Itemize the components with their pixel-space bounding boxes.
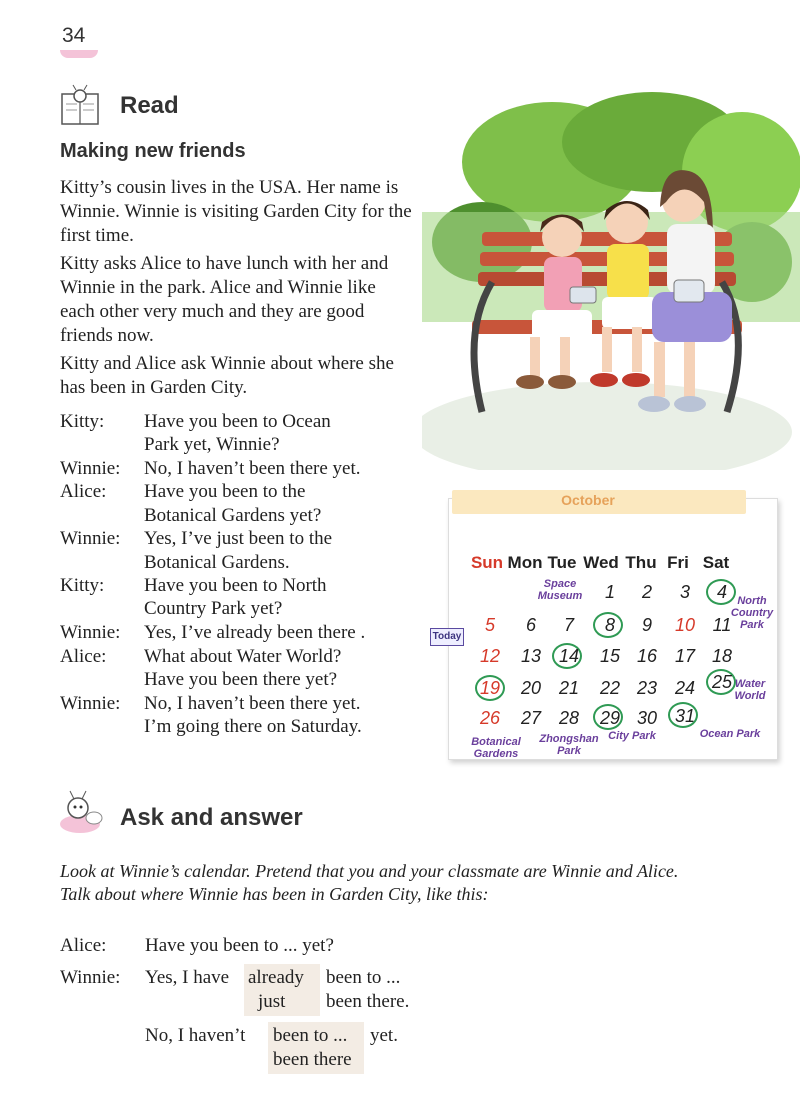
page-number-tab bbox=[60, 50, 98, 58]
calendar-day: 12 bbox=[479, 646, 501, 666]
weekday-header: Wed bbox=[583, 553, 619, 572]
instruction-line: Look at Winnie’s calendar. Pretend that you and your classmate are Winnie and Alice. bbox=[60, 861, 679, 881]
option-just: just bbox=[258, 991, 286, 1012]
instructions bbox=[60, 860, 760, 906]
weekday-header: Mon bbox=[507, 553, 543, 572]
no-option-been-to: been to ... bbox=[273, 1025, 348, 1046]
calendar-day: 3 bbox=[679, 582, 690, 602]
calendar-day: 24 bbox=[674, 678, 696, 698]
calendar-day: 28 bbox=[558, 708, 580, 728]
read-subtitle: Making new friends bbox=[60, 140, 246, 162]
calendar-day: 10 bbox=[674, 615, 696, 635]
weekday-header: Tue bbox=[547, 553, 577, 572]
calendar-day: 7 bbox=[563, 615, 574, 635]
option-been-to: been to ... bbox=[326, 967, 401, 988]
calendar-day: 23 bbox=[636, 678, 658, 698]
calendar-day: 29 bbox=[599, 708, 621, 728]
no-option-been-there: been there bbox=[273, 1049, 352, 1070]
calendar-day: 1 bbox=[604, 582, 615, 602]
weekday-header: Sat bbox=[702, 553, 730, 572]
read-heading: Read bbox=[120, 92, 179, 119]
note-water-world: Water World bbox=[734, 678, 766, 702]
paragraph-1: Kitty’s cousin lives in the USA. Her name is Winnie. Winnie is visiting Garden City for the first time. bbox=[60, 177, 412, 246]
instruction-line: Talk about where Winnie has been in Garden City, like this: bbox=[60, 884, 489, 904]
no-start: No, I haven’t bbox=[145, 1025, 246, 1046]
yes-start: Yes, I have bbox=[145, 967, 230, 988]
paragraph-3: Kitty and Alice ask Winnie about where she has been in Garden City. bbox=[60, 353, 394, 398]
paragraph-2: Kitty asks Alice to have lunch with her and Winnie in the park. Alice and Winnie like each other very much and they are good friends now. bbox=[60, 253, 389, 346]
calendar-day: 9 bbox=[641, 615, 652, 635]
calendar-day: 22 bbox=[599, 678, 621, 698]
calendar-day: 25 bbox=[711, 672, 733, 692]
book-reading-icon bbox=[58, 84, 104, 128]
weekday-header: Fri bbox=[667, 553, 689, 572]
calendar-day: 30 bbox=[636, 708, 658, 728]
note-ocean-park: Ocean Park bbox=[699, 728, 761, 740]
calendar-day: 6 bbox=[525, 615, 536, 635]
calendar-day: 21 bbox=[558, 678, 580, 698]
winnie-speaker: Winnie: bbox=[60, 967, 121, 988]
talking-bee-icon bbox=[56, 788, 108, 836]
alice-model-line: Have you been to ... yet? bbox=[145, 935, 334, 956]
note-city-park: City Park bbox=[608, 730, 656, 742]
calendar-day: 14 bbox=[558, 646, 580, 666]
calendar-day: 2 bbox=[641, 582, 652, 602]
option-been-there: been there. bbox=[326, 991, 410, 1012]
note-north-country-park: North Country Park bbox=[730, 595, 774, 631]
note-space-museum: Space Museum bbox=[537, 578, 583, 602]
calendar-day: 8 bbox=[604, 615, 615, 635]
weekday-header: Sun bbox=[470, 553, 504, 572]
calendar-day: 20 bbox=[520, 678, 542, 698]
calendar-day: 19 bbox=[479, 678, 501, 698]
note-zhongshan-park: Zhongshan Park bbox=[539, 733, 599, 757]
calendar-day: 13 bbox=[520, 646, 542, 666]
weekday-header: Thu bbox=[625, 553, 657, 572]
calendar-day: 11 bbox=[712, 615, 732, 635]
october-calendar bbox=[430, 482, 800, 782]
calendar-day: 31 bbox=[674, 706, 696, 726]
note-botanical-gardens: Botanical Gardens bbox=[471, 736, 521, 760]
park-bench-illustration bbox=[422, 92, 800, 470]
option-yet: yet. bbox=[370, 1025, 398, 1046]
calendar-day: 18 bbox=[711, 646, 733, 666]
calendar-day: 17 bbox=[674, 646, 696, 666]
calendar-day: 26 bbox=[479, 708, 501, 728]
today-marker: Today bbox=[430, 628, 464, 646]
calendar-day: 16 bbox=[636, 646, 658, 666]
page-number bbox=[62, 24, 98, 56]
calendar-day: 15 bbox=[599, 646, 621, 666]
alice-speaker: Alice: bbox=[60, 935, 107, 956]
calendar-day: 27 bbox=[520, 708, 542, 728]
option-already: already bbox=[248, 967, 304, 988]
calendar-day: 4 bbox=[716, 582, 727, 602]
page-number-text: 34 bbox=[62, 24, 86, 47]
ask-heading: Ask and answer bbox=[120, 804, 303, 831]
calendar-day: 5 bbox=[484, 615, 495, 635]
month-label: October bbox=[561, 492, 615, 508]
